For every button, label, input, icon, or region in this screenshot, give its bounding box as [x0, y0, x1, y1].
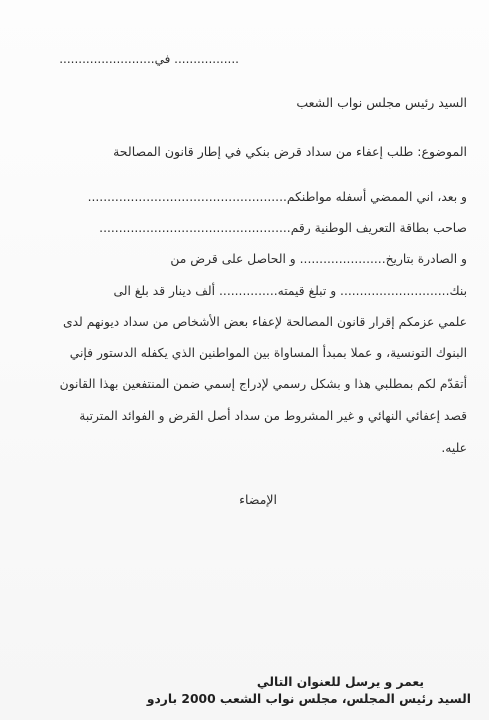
addressee-line: السيد رئيس مجلس نواب الشعب — [296, 95, 467, 110]
footer-address: السيد رئيس المجلس، مجلس نواب الشعب 2000 باردو — [146, 692, 471, 706]
body-line-5: علمي عزمكم إقرار قانون المصالحة لإعفاء بعض الأشخاص من سداد ديونهم لدى — [62, 315, 467, 329]
body-line-6: البنوك التونسية، و عملا بمبدأ المساواة بين المواطنين الذي يكفله الدستور فإني — [69, 346, 467, 360]
body-line-8: قصد إعفائي النهائي و غير المشروط من سداد أصل القرض و الفوائد المترتبة — [79, 409, 467, 423]
footer-instruction: يعمر و يرسل للعنوان التالي — [256, 675, 424, 689]
body-line-4: بنك............................ و تبلغ قيمته............... ألف دينار قد بلغ الى — [113, 284, 467, 298]
signature-label: الإمضاء — [239, 492, 277, 507]
body-line-1: و بعد، اني الممضي أسفله مواطنكم................................................... — [87, 190, 467, 204]
date-line: ................. في......................... — [59, 52, 239, 66]
subject-line: الموضوع: طلب إعفاء من سداد قرض بنكي في إطار قانون المصالحة — [113, 144, 467, 159]
body-line-2: صاحب بطاقة التعريف الوطنية رقم................................................. — [99, 221, 467, 235]
body-line-9: عليه. — [441, 441, 467, 455]
body-line-7: أتقدّم لكم بمطلبي هذا و بشكل رسمي لإدراج إسمي ضمن المنتفعين بهذا القانون — [59, 377, 467, 391]
body-line-3: و الصادرة بتاريخ...................... و الحاصل على قرض من — [170, 252, 467, 266]
